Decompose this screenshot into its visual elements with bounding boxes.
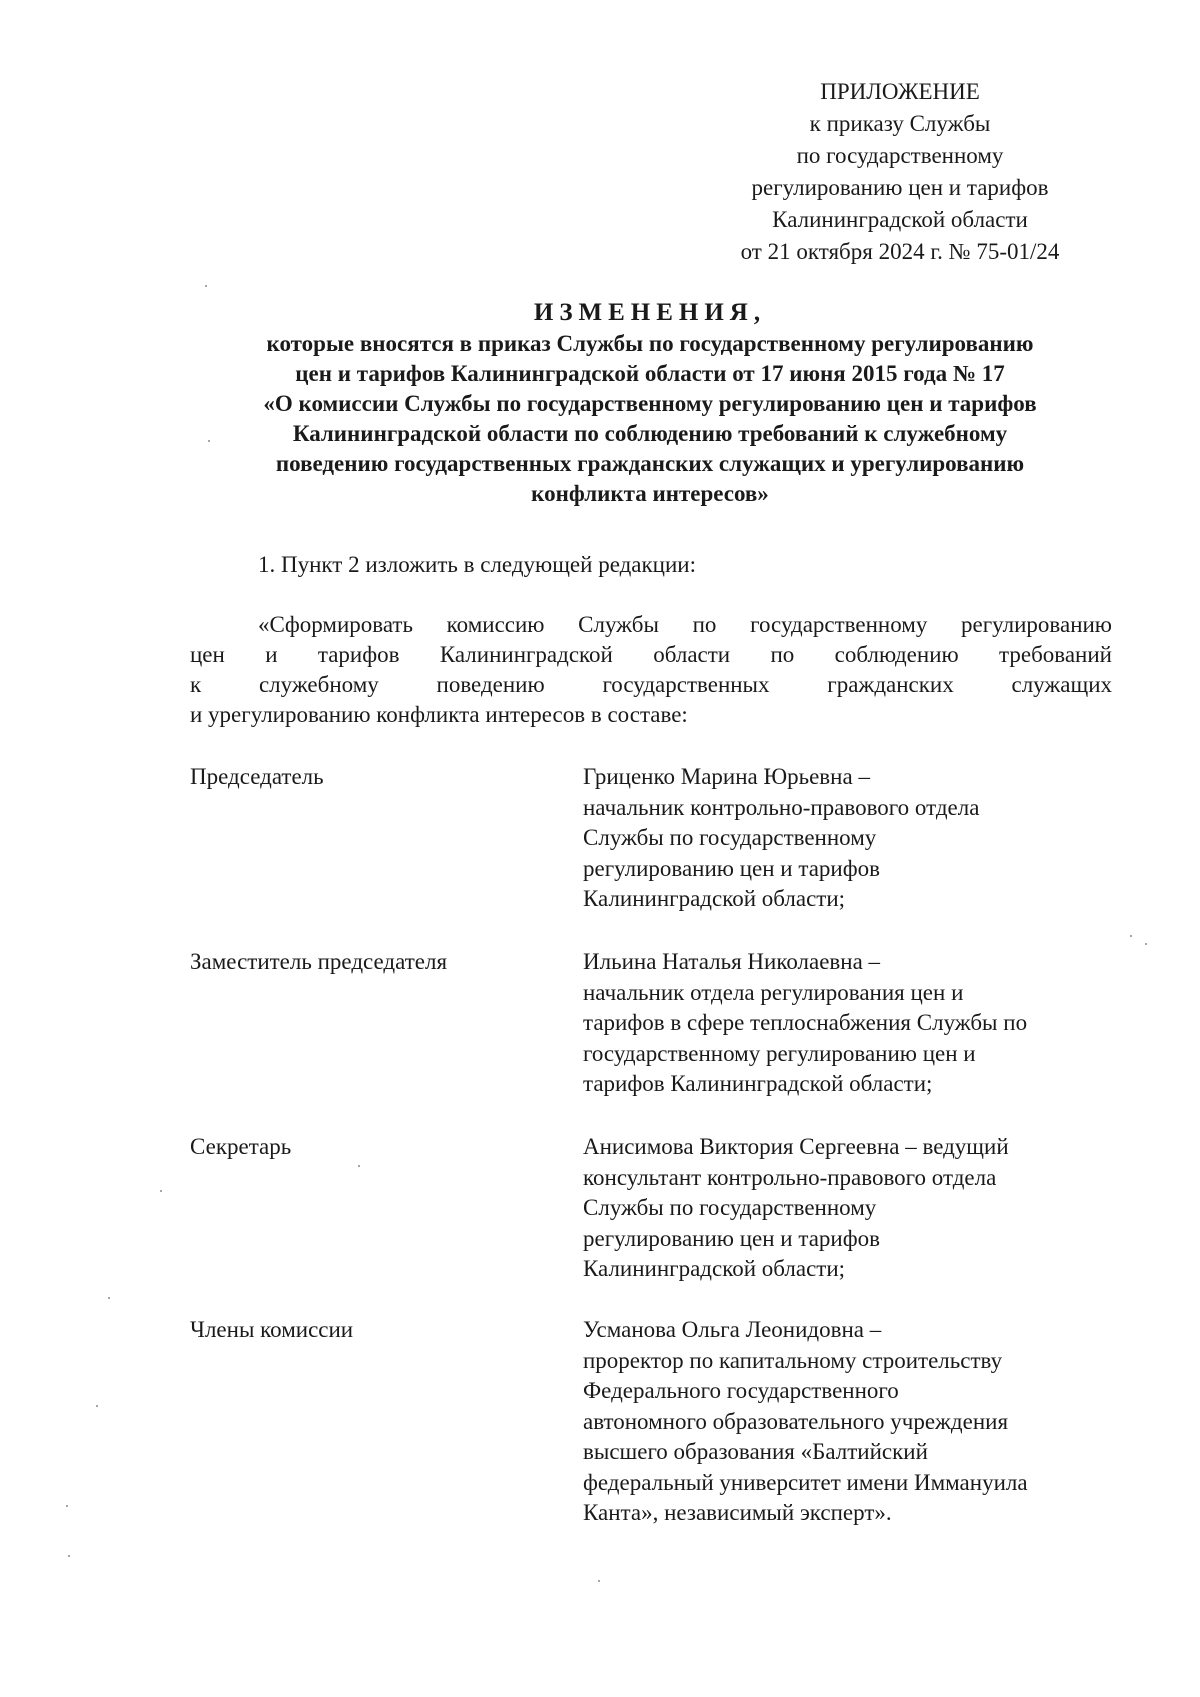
subtitle-line: которые вносятся в приказ Службы по государственному регулированию <box>266 331 1034 356</box>
quote-line: и урегулированию конфликта интересов в составе: <box>190 702 688 727</box>
member-desc-line: Ильина Наталья Николаевна – <box>583 949 881 974</box>
member-desc-line: консультант контрольно-правового отдела <box>583 1164 997 1190</box>
member-desc-line: тарифов Калининградской области; <box>583 1071 933 1096</box>
member-desc-line: Анисимова Виктория Сергеевна – ведущий <box>583 1134 1009 1159</box>
item-1-paragraph: 1. Пункт 2 изложить в следующей редакции: <box>258 552 696 577</box>
scan-speck <box>205 285 207 287</box>
member-desc-line: Усманова Ольга Леонидовна – <box>583 1317 882 1342</box>
appendix-block <box>700 76 1100 268</box>
member-desc-line: начальник контрольно-правового отдела <box>583 794 980 820</box>
member-description <box>583 1132 1120 1285</box>
document-header <box>180 297 1120 509</box>
member-row-members <box>190 1315 1120 1529</box>
member-desc-line: Калининградской области; <box>583 1256 846 1281</box>
appendix-line: по государственному <box>796 143 1004 168</box>
appendix-line: к приказу Службы <box>809 111 991 136</box>
member-desc-line: Калининградской области; <box>583 886 846 911</box>
member-role: Члены комиссии <box>190 1317 354 1342</box>
document-subtitle <box>180 329 1120 509</box>
subtitle-line: поведению государственных гражданских служащих и урегулированию <box>275 451 1025 476</box>
appendix-line: Калининградской области <box>772 207 1028 232</box>
member-description <box>583 762 1120 915</box>
member-desc-line: автономного образовательного учреждения <box>583 1408 1009 1434</box>
quote-line: к служебному поведению государственных гражданских служащих <box>190 672 1112 697</box>
appendix-line: от 21 октября 2024 г. № 75-01/24 <box>740 239 1060 264</box>
member-desc-line: высшего образования «Балтийский <box>583 1439 928 1464</box>
member-desc-line: регулированию цен и тарифов <box>583 855 880 881</box>
scan-speck <box>96 1405 98 1407</box>
scan-speck <box>208 440 210 442</box>
scan-speck <box>598 1580 600 1582</box>
member-row-chairman <box>190 762 1120 915</box>
scan-speck <box>66 1505 68 1507</box>
quote-paragraph <box>190 610 1112 730</box>
member-desc-line: государственному регулированию цен и <box>583 1040 976 1066</box>
member-row-deputy <box>190 947 1120 1100</box>
subtitle-line: «О комиссии Службы по государственному регулированию цен и тарифов <box>263 391 1037 416</box>
subtitle-line: цен и тарифов Калининградской области от 17 июня 2015 года № 17 <box>295 361 1005 386</box>
member-desc-line: Канта», независимый эксперт». <box>583 1500 892 1525</box>
scan-speck <box>68 1555 70 1557</box>
member-description <box>583 947 1120 1100</box>
document-title: ИЗМЕНЕНИЯ, <box>533 299 767 326</box>
subtitle-line: конфликта интересов» <box>531 481 769 506</box>
appendix-line: ПРИЛОЖЕНИЕ <box>820 79 980 104</box>
quote-line: цен и тарифов Калининградской области по соблюдению требований <box>190 642 1112 667</box>
scan-speck <box>160 1190 162 1192</box>
member-desc-line: федеральный университет имени Иммануила <box>583 1469 1028 1495</box>
member-desc-line: Гриценко Марина Юрьевна – <box>583 764 870 789</box>
member-desc-line: Службы по государственному <box>583 825 877 850</box>
scan-speck <box>1130 935 1132 937</box>
scan-speck <box>358 1165 360 1167</box>
member-description <box>583 1315 1120 1529</box>
member-row-secretary <box>190 1132 1120 1285</box>
member-role: Председатель <box>190 764 324 789</box>
member-desc-line: Федерального государственного <box>583 1378 899 1403</box>
scan-speck <box>108 1297 110 1299</box>
member-role: Секретарь <box>190 1134 292 1159</box>
member-desc-line: проректор по капитальному строительству <box>583 1347 1003 1373</box>
scan-speck <box>1145 943 1147 945</box>
member-desc-line: Службы по государственному <box>583 1195 877 1220</box>
subtitle-line: Калининградской области по соблюдению требований к служебному <box>292 421 1008 446</box>
member-role: Заместитель председателя <box>190 949 448 974</box>
member-desc-line: начальник отдела регулирования цен и <box>583 979 964 1005</box>
quote-line: «Сформировать комиссию Службы по государственному регулированию <box>258 612 1112 637</box>
member-desc-line: регулированию цен и тарифов <box>583 1225 880 1251</box>
member-desc-line: тарифов в сфере теплоснабжения Службы по <box>583 1010 1028 1035</box>
appendix-line: регулированию цен и тарифов <box>751 175 1049 200</box>
